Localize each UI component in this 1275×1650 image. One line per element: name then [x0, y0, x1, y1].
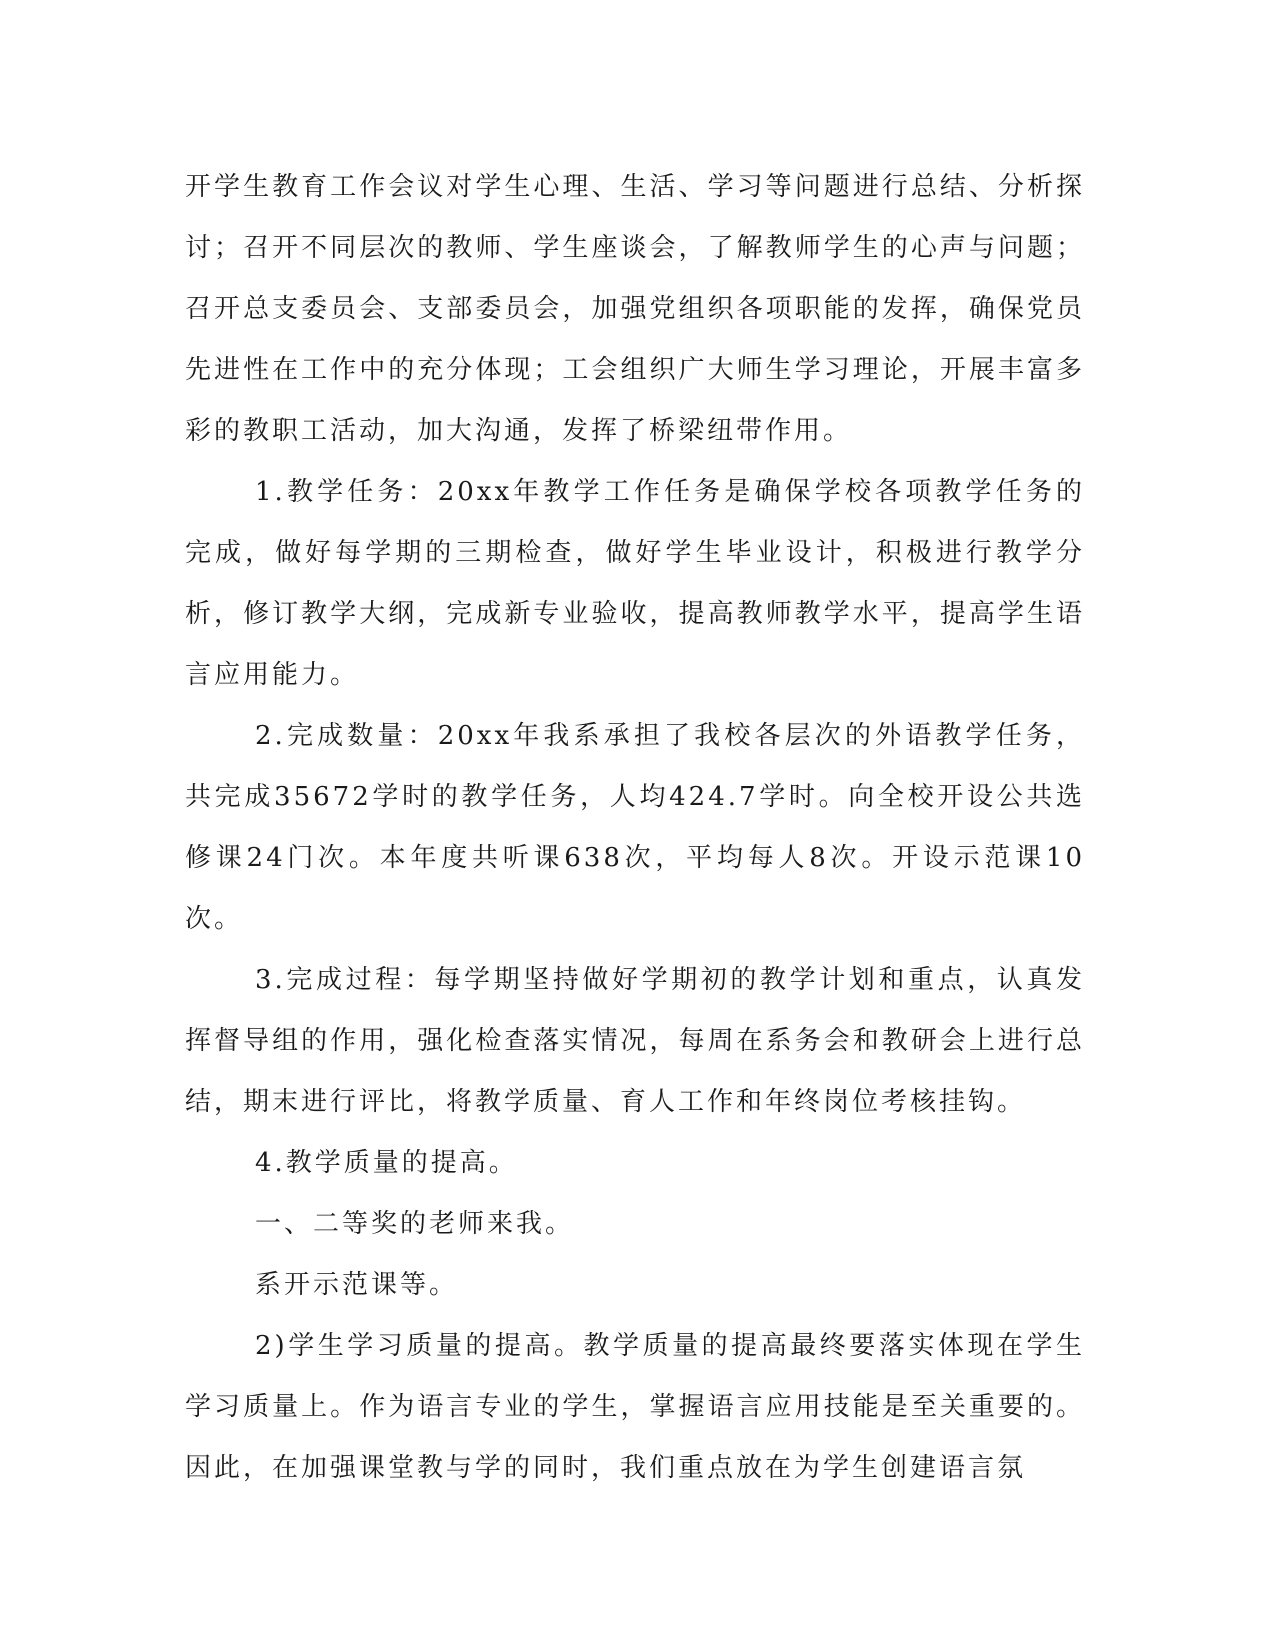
document-body: [185, 157, 1085, 1499]
paragraph-award-teachers: 一、二等奖的老师来我。: [255, 1209, 575, 1239]
paragraph-teaching-task: 1.教学任务：20xx年教学工作任务是确保学校各项教学任务的完成，做好每学期的三期检查，做好学生毕业设计，积极进行教学分析，修订教学大纲，完成新专业验收，提高教师教学水平，提高学生语言应用能力。: [185, 477, 1085, 690]
paragraph-continuation: 开学生教育工作会议对学生心理、生活、学习等问题进行总结、分析探讨；召开不同层次的教师、学生座谈会，了解教师学生的心声与问题；召开总支委员会、支部委员会，加强党组织各项职能的发挥，确保党员先进性在工作中的充分体现；工会组织广大师生学习理论，开展丰富多彩的教职工活动，加大沟通，发挥了桥梁纽带作用。: [185, 172, 1085, 446]
paragraph-completion-quantity: 2.完成数量：20xx年我系承担了我校各层次的外语教学任务，共完成35672学时的教学任务，人均424.7学时。向全校开设公共选修课24门次。本年度共听课638次，平均每人8次。开设示范课10次。: [185, 721, 1085, 934]
paragraph-completion-process: 3.完成过程：每学期坚持做好学期初的教学计划和重点，认真发挥督导组的作用，强化检查落实情况，每周在系务会和教研会上进行总结，期末进行评比，将教学质量、育人工作和年终岗位考核挂钩。: [185, 965, 1085, 1117]
paragraph-student-quality: 2)学生学习质量的提高。教学质量的提高最终要落实体现在学生学习质量上。作为语言专业的学生，掌握语言应用技能是至关重要的。因此，在加强课堂教与学的同时，我们重点放在为学生创建语言氛: [185, 1331, 1085, 1483]
paragraph-demo-class: 系开示范课等。: [255, 1270, 459, 1300]
paragraph-quality-heading: 4.教学质量的提高。: [255, 1148, 518, 1178]
